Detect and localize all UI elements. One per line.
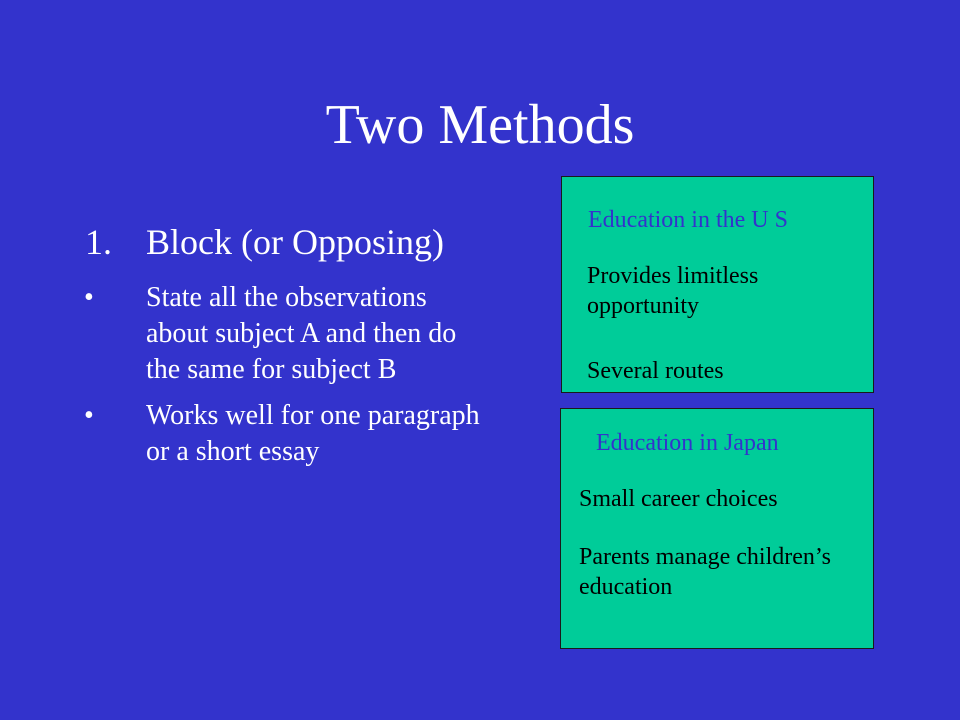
slide-title: Two Methods xyxy=(325,94,635,156)
bullet-item xyxy=(84,280,484,388)
bullet-marker: • xyxy=(84,400,94,431)
us-education-box xyxy=(561,176,874,393)
japan-box-item: Parents manage children’s education xyxy=(579,544,831,600)
bullet-list xyxy=(84,280,484,480)
bullet-marker: • xyxy=(84,282,94,313)
numbered-heading xyxy=(85,218,525,266)
us-box-heading: Education in the U S xyxy=(588,207,788,233)
heading-number: 1. xyxy=(85,222,112,262)
japan-box-item: Small career choices xyxy=(579,486,778,512)
us-box-item: Several routes xyxy=(587,358,724,384)
japan-education-box xyxy=(560,408,874,649)
bullet-text: Works well for one paragraph or a short essay xyxy=(146,400,480,467)
japan-box-heading: Education in Japan xyxy=(596,430,779,456)
bullet-text: State all the observations about subject A and then do the same for subject B xyxy=(146,282,457,385)
bullet-item xyxy=(84,398,484,470)
us-box-item: Provides limitless opportunity xyxy=(587,263,759,319)
heading-text: Block (or Opposing) xyxy=(146,222,444,262)
